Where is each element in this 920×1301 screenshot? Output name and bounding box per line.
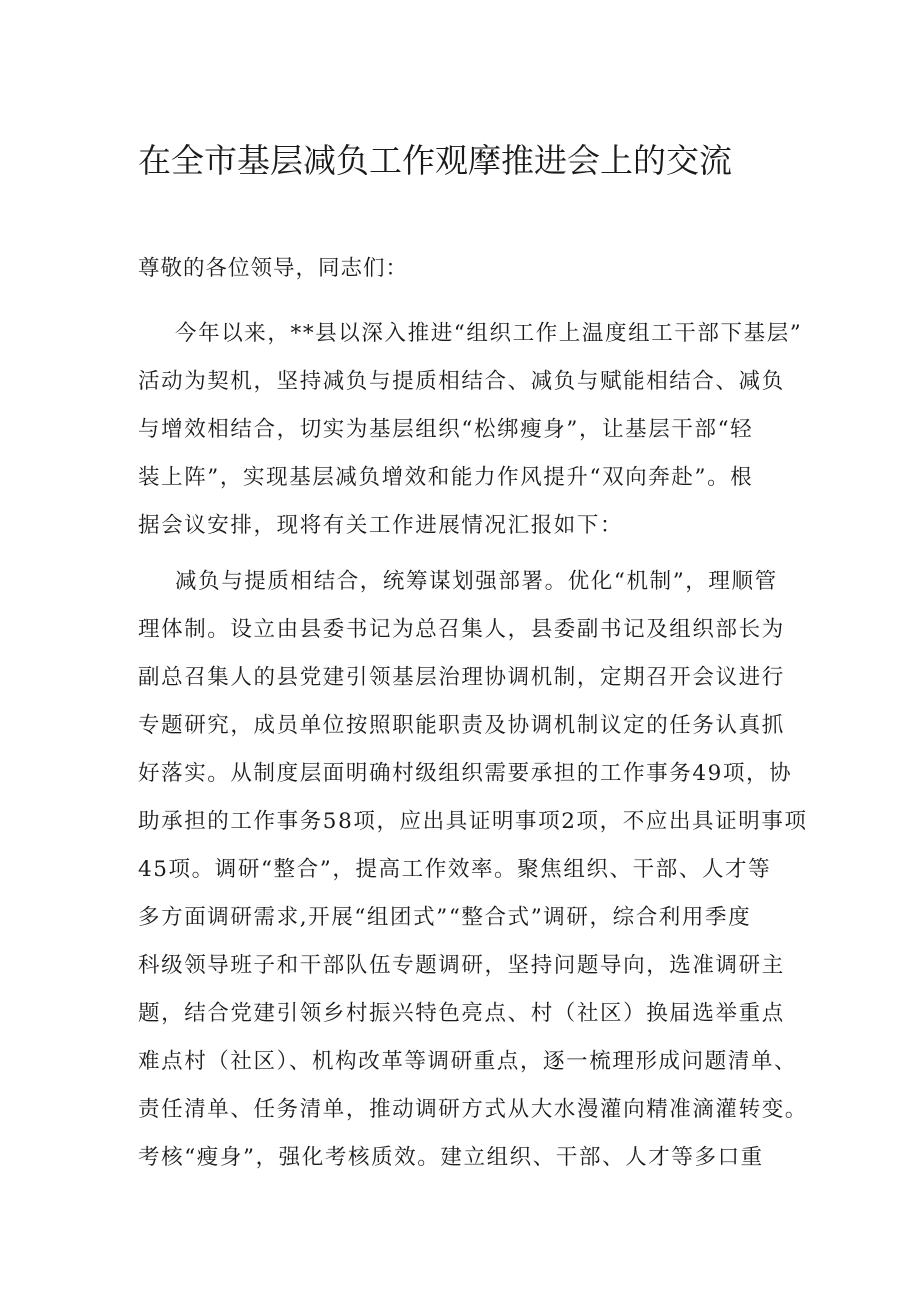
paragraph-line: 装上阵”，实现基层减负增效和能力作风提升“双向奔赴”。根 [138,465,754,490]
paragraph-line: 减负与提质相结合，统筹谋划强部署。优化“机制”，理顺管 [175,569,778,594]
paragraph-intro [138,310,803,550]
paragraph-line: 专题研究，成员单位按照职能职责及协调机制议定的任务认真抓 [138,713,785,738]
document-title: 在全市基层减负工作观摩推进会上的交流 [138,141,732,180]
paragraph-line: 理体制。设立由县委书记为总召集人，县委副书记及组织部长为 [138,617,785,642]
paragraph-line: 难点村（社区）、机构改革等调研重点，逐一梳理形成问题清单、 [138,1049,798,1074]
paragraph-line: 多方面调研需求,开展“组团式”“整合式”调研，综合利用季度 [138,905,752,930]
paragraph-line: 今年以来，**县以深入推进“组织工作上温度组工干部下基层” [175,321,803,346]
paragraph-line: 副总召集人的县党建引领基层治理协调机制，定期召开会议进行 [138,665,785,690]
paragraph-line: 考核“瘦身”，强化考核质效。建立组织、干部、人才等多口重 [138,1145,764,1170]
paragraph-line: 科级领导班子和干部队伍专题调研，坚持问题导向，选准调研主 [138,953,785,978]
paragraph-line: 据会议安排，现将有关工作进展情况汇报如下： [138,513,624,538]
paragraph-line: 责任清单、任务清单，推动调研方式从大水漫灌向精准滴灌转变。 [138,1097,808,1122]
paragraph-line: 45项。调研“整合”，提高工作效率。聚焦组织、干部、人才等 [138,857,772,882]
paragraph-line: 活动为契机，坚持减负与提质相结合、减负与赋能相结合、减负 [138,369,785,394]
salutation: 尊敬的各位领导，同志们： [138,256,409,281]
paragraph-body [138,558,808,1182]
paragraph-line: 与增效相结合，切实为基层组织“松绑瘦身”，让基层干部“轻 [138,417,754,442]
paragraph-line: 好落实。从制度层面明确村级组织需要承担的工作事务49项，协 [138,761,793,786]
paragraph-line: 助承担的工作事务58项，应出具证明事项2项，不应出具证明事项 [138,809,808,834]
paragraph-line: 题，结合党建引领乡村振兴特色亮点、村（社区）换届选举重点 [138,1001,785,1026]
